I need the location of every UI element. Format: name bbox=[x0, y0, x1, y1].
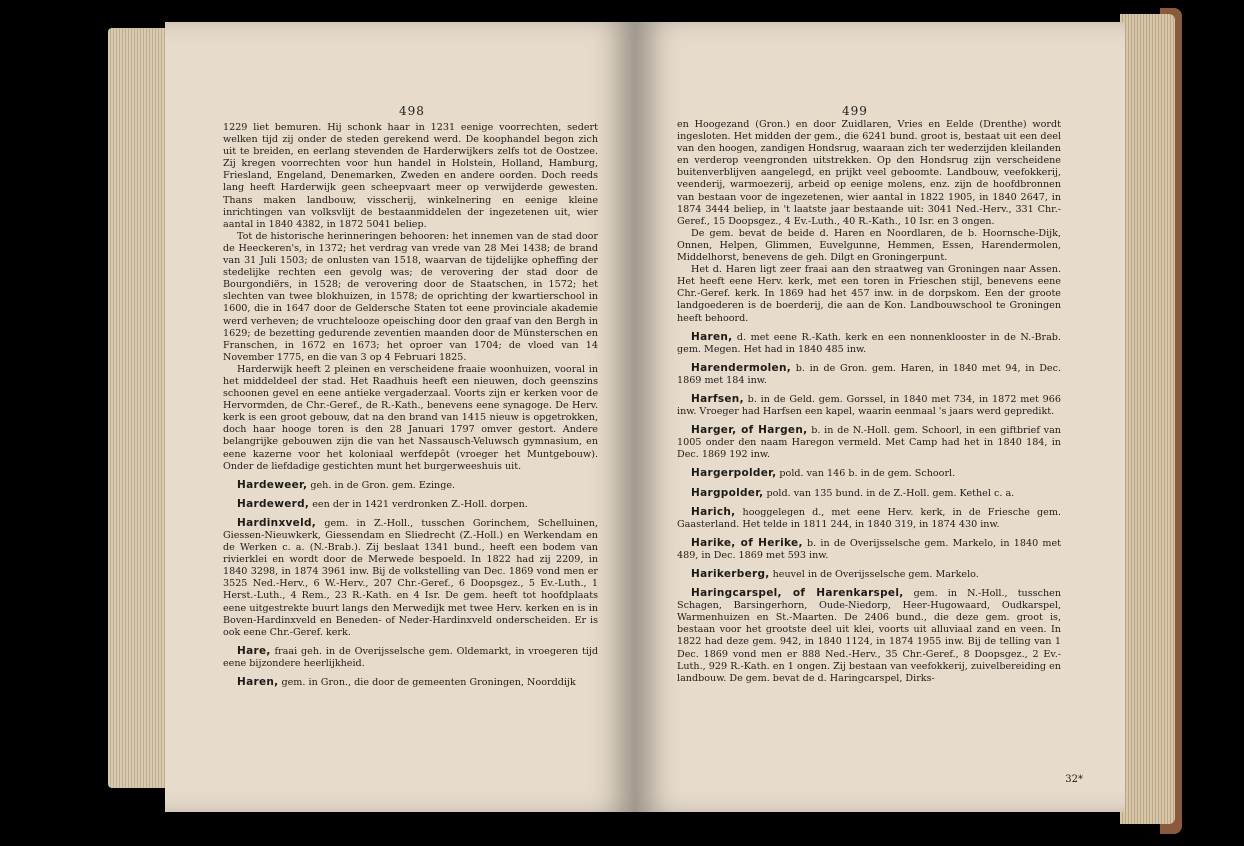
entry-text: pold. van 146 b. in de gem. Schoorl. bbox=[776, 468, 956, 480]
dictionary-entry bbox=[223, 479, 598, 492]
entry-headword: Harendermolen, bbox=[691, 361, 792, 374]
entry-headword: Harich, bbox=[691, 505, 736, 518]
dictionary-entry bbox=[223, 676, 598, 689]
dictionary-entry bbox=[223, 645, 598, 670]
entry-headword: Hardinxveld, bbox=[237, 516, 317, 529]
signature-mark: 32* bbox=[1065, 774, 1083, 785]
entry-headword: Hardewerd, bbox=[237, 497, 310, 510]
dictionary-entry bbox=[677, 487, 1061, 500]
entry-text: hooggelegen d., met eene Herv. kerk, in de Friesche gem. Gaasterland. Het telde in 1811 244, in 1840 319, in 1874 430 inw. bbox=[677, 506, 1061, 530]
entry-text: gem. in N.-Holl., tusschen Schagen, Barsingerhorn, Oude-Niedorp, Heer-Hugowaard, Oudkarspel, Warmenhuizen en St.-Maarten. De 2406 bund., die deze gem. groot is, bestaan voor het grootste deel uit klei, voorts uit alluviaal zand en veen. In 1822 had deze gem. 942, in 1840 1124, in 1874 1955 inw. Bij de telling van 1 Dec. 1869 vond men er 888 Ned.-Herv., 35 Chr.-Geref., 8 Doopsgez., 2 Ev.-Luth., 929 R.-Kath. en 1 ongen. Zij bestaan van veefokkerij, zuivelbereiding en landbouw. De gem. bevat de d. Haringcarspel, Dirks- bbox=[677, 588, 1061, 684]
left-page-text bbox=[223, 122, 598, 689]
entry-text: gem. in Z.-Holl., tusschen Gorinchem, Schelluinen, Giessen-Nieuwkerk, Giessendam en Sliedrecht (Z.-Holl.) en Werkendam en de Werken c. a. (N.-Brab.). Zij beslaat 1341 bund., heeft een bodem van rivierklei en wordt door de Merwede bespoeld. In 1822 had zij 2209, in 1840 3298, in 1874 3961 inw. Bij de volkstelling van Dec. 1869 vond men er 3525 Ned.-Herv., 6 W.-Herv., 207 Chr.-Geref., 6 Doopsgez., 5 Ev.-Luth., 1 Herst.-Luth., 4 Rem., 23 R.-Kath. en 4 Isr. De gem. heeft tot hoofdplaats eene uitgestrekte buurt langs den Merwedijk met twee Herv. kerken en is in Boven-Hardinxveld en Beneden- of Neder-Hardinxveld onderscheiden. Er is ook eene Chr.-Geref. kerk. bbox=[223, 517, 598, 638]
dictionary-entry bbox=[677, 331, 1061, 356]
entry-headword: Hardeweer, bbox=[237, 478, 308, 491]
paragraph: Het d. Haren ligt zeer fraai aan den straatweg van Groningen naar Assen. Het heeft eene Herv. kerk, met een toren in Frieschen stijl, benevens eene Chr.-Geref. kerk. In 1869 had het 457 inw. in de dorpskom. Een der groote landgoederen is de boerderij, die aan de Kon. Landbouwschool te Groningen heeft behoord. bbox=[677, 264, 1061, 324]
entry-text: fraai geh. in de Overijsselsche gem. Oldemarkt, in vroegeren tijd eene bijzondere heerlijkheid. bbox=[223, 645, 598, 669]
dictionary-entry bbox=[677, 506, 1061, 531]
paragraph: Tot de historische herinneringen behooren: het innemen van de stad door de Heeckeren's, in 1372; het verdrag van vrede van 28 Mei 1438; de brand van 31 Juli 1503; de onlusten van 1518, waarvan de tijdelijke opheffing der stedelijke rechten een gevolg was; de verovering der stad door de Bourgondiërs, in 1528; de verovering door de Staatschen, in 1572; het slechten van twee blokhuizen, in 1578; de oprichting der kwartierschool in 1600, die in 1647 door de Geldersche Staten tot eene provinciale akademie werd verheven; de vruchtelooze opeisching door den graaf van den Bergh in 1629; de bezetting gedurende zeventien maanden door de Münsterschen en Franschen, in 1672 en 1673; het oproer van 1704; de vloed van 14 November 1775, en die van 3 op 4 Februari 1825. bbox=[223, 230, 598, 363]
dictionary-entry bbox=[677, 568, 1061, 581]
right-page-text bbox=[677, 119, 1061, 685]
entry-text: b. in de N.-Holl. gem. Schoorl, in een giftbrief van 1005 onder den naam Haregon vermeld. Met Camp had het in 1840 184, in Dec. 1869 192 inw. bbox=[677, 425, 1061, 461]
page-number: 498 bbox=[399, 104, 425, 118]
dictionary-entry bbox=[677, 362, 1061, 387]
entry-text: b. in de Overijsselsche gem. Markelo, in 1840 met 489, in Dec. 1869 met 593 inw. bbox=[677, 537, 1062, 561]
paragraph: en Hoogezand (Gron.) en door Zuidlaren, Vries en Eelde (Drenthe) wordt ingesloten. Het midden der gem., die 6241 bund. groot is, bestaat uit een deel van den hoogen, zandigen Hondsrug, waaraan zich ter wederzijden kleilanden en verderop veengronden uitstrekken. Op den Hondsrug zijn verscheidene buitenverblijven aangelegd, en prijkt veel geboomte. Landbouw, veefokkerij, veenderij, warmoezerij, arbeid op eenige molens, enz. zijn de hoofdbronnen van bestaan voor de ingezetenen, wier aantal in 1822 1905, in 1840 2647, in 1874 3444 beliep, in 't laatste jaar bestaande uit: 3041 Ned.-Herv., 331 Chr.-Geref., 15 Doopsgez., 4 Ev.-Luth., 40 R.-Kath., 10 Isr. en 3 ongen. bbox=[677, 119, 1061, 227]
right-page bbox=[635, 22, 1125, 812]
entry-headword: Harfsen, bbox=[691, 392, 744, 405]
dictionary-entry bbox=[677, 587, 1061, 685]
paragraph: 1229 liet bemuren. Hij schonk haar in 1231 eenige voorrechten, sedert welken tijd zij onder de steden gerekend werd. De koophandel begon zich uit te breiden, en eerlang stevenden de Harderwijkers zelfs tot de Oostzee. Zij kregen voorrechten voor hun handel in Holstein, Holland, Hamburg, Friesland, Engeland, Denemarken, Zweden en andere oorden. Doch reeds lang heeft Harderwijk geen scheepvaart meer op verwijderde gewesten. Thans maken landbouw, visscherij, winkelnering en eenige kleine inrichtingen van volksvlijt de bestaanmiddelen der ingezetenen uit, wier aantal in 1840 4382, in 1872 5041 beliep. bbox=[223, 122, 598, 230]
entry-headword: Haren, bbox=[237, 676, 279, 689]
entry-text: d. met eene R.-Kath. kerk en een nonnenklooster in de N.-Brab. gem. Megen. Het had in 1840 485 inw. bbox=[677, 331, 1061, 355]
entry-headword: Haren, bbox=[691, 330, 733, 343]
entry-headword: Harike, of Herike, bbox=[691, 536, 803, 549]
dictionary-entry bbox=[677, 537, 1061, 562]
entry-text: geh. in de Gron. gem. Ezinge. bbox=[307, 479, 456, 491]
left-page-edges bbox=[108, 28, 170, 788]
entry-text: een der in 1421 verdronken Z.-Holl. dorpen. bbox=[309, 498, 528, 510]
page-number: 499 bbox=[842, 104, 868, 118]
entry-text: b. in de Geld. gem. Gorssel, in 1840 met 734, in 1872 met 966 inw. Vroeger had Harfsen een kapel, waarin eenmaal 's jaars werd gepredikt. bbox=[677, 393, 1061, 418]
right-page-edges bbox=[1120, 14, 1175, 824]
entry-headword: Harikerberg, bbox=[691, 568, 770, 580]
entry-headword: Hargpolder, bbox=[691, 486, 764, 499]
entry-text: heuvel in de Overijsselsche gem. Markelo. bbox=[769, 569, 979, 580]
left-page bbox=[165, 22, 635, 812]
entry-headword: Hargerpolder, bbox=[691, 467, 777, 480]
paragraph: De gem. bevat de beide d. Haren en Noordlaren, de b. Hoornsche-Dijk, Onnen, Helpen, Glimmen, Euvelgunne, Hemmen, Essen, Harendermolen, Middelhorst, benevens de geh. Dilgt en Groningerpunt. bbox=[677, 227, 1061, 264]
entry-text: pold. van 135 bund. in de Z.-Holl. gem. Kethel c. a. bbox=[763, 487, 1015, 499]
dictionary-entry bbox=[677, 424, 1061, 461]
dictionary-entry bbox=[223, 498, 598, 511]
entry-headword: Harger, of Hargen, bbox=[691, 424, 808, 437]
entry-text: b. in de Gron. gem. Haren, in 1840 met 94, in Dec. 1869 met 184 inw. bbox=[677, 362, 1061, 386]
paragraph: Harderwijk heeft 2 pleinen en verscheidene fraaie woonhuizen, vooral in het middeldeel der stad. Het Raadhuis heeft een nieuwen, doch geenszins schoonen gevel en eene antieke vergaderzaal. Voorts zijn er kerken voor de Hervormden, de Chr.-Geref., de R.-Kath., benevens eene synagoge. De Herv. kerk is een groot gebouw, dat na den brand van 1415 nieuw is opgetrokken, doch haar hooge toren is den 28 Januari 1797 omver gestort. Andere belangrijke gebouwen zijn die van het Nassausch-Veluwsch gymnasium, en eene kazerne voor het koloniaal werfdepôt (vroeger het Muntgebouw). Onder de liefdadige gestichten munt het burgerweeshuis uit. bbox=[223, 363, 598, 472]
entry-text: gem. in Gron., die door de gemeenten Groningen, Noorddijk bbox=[278, 677, 576, 689]
dictionary-entry bbox=[677, 393, 1061, 418]
entry-headword: Hare, bbox=[237, 644, 271, 657]
entry-headword: Haringcarspel, of Harenkarspel, bbox=[691, 587, 904, 600]
dictionary-entry bbox=[223, 517, 598, 639]
dictionary-entry bbox=[677, 467, 1061, 480]
